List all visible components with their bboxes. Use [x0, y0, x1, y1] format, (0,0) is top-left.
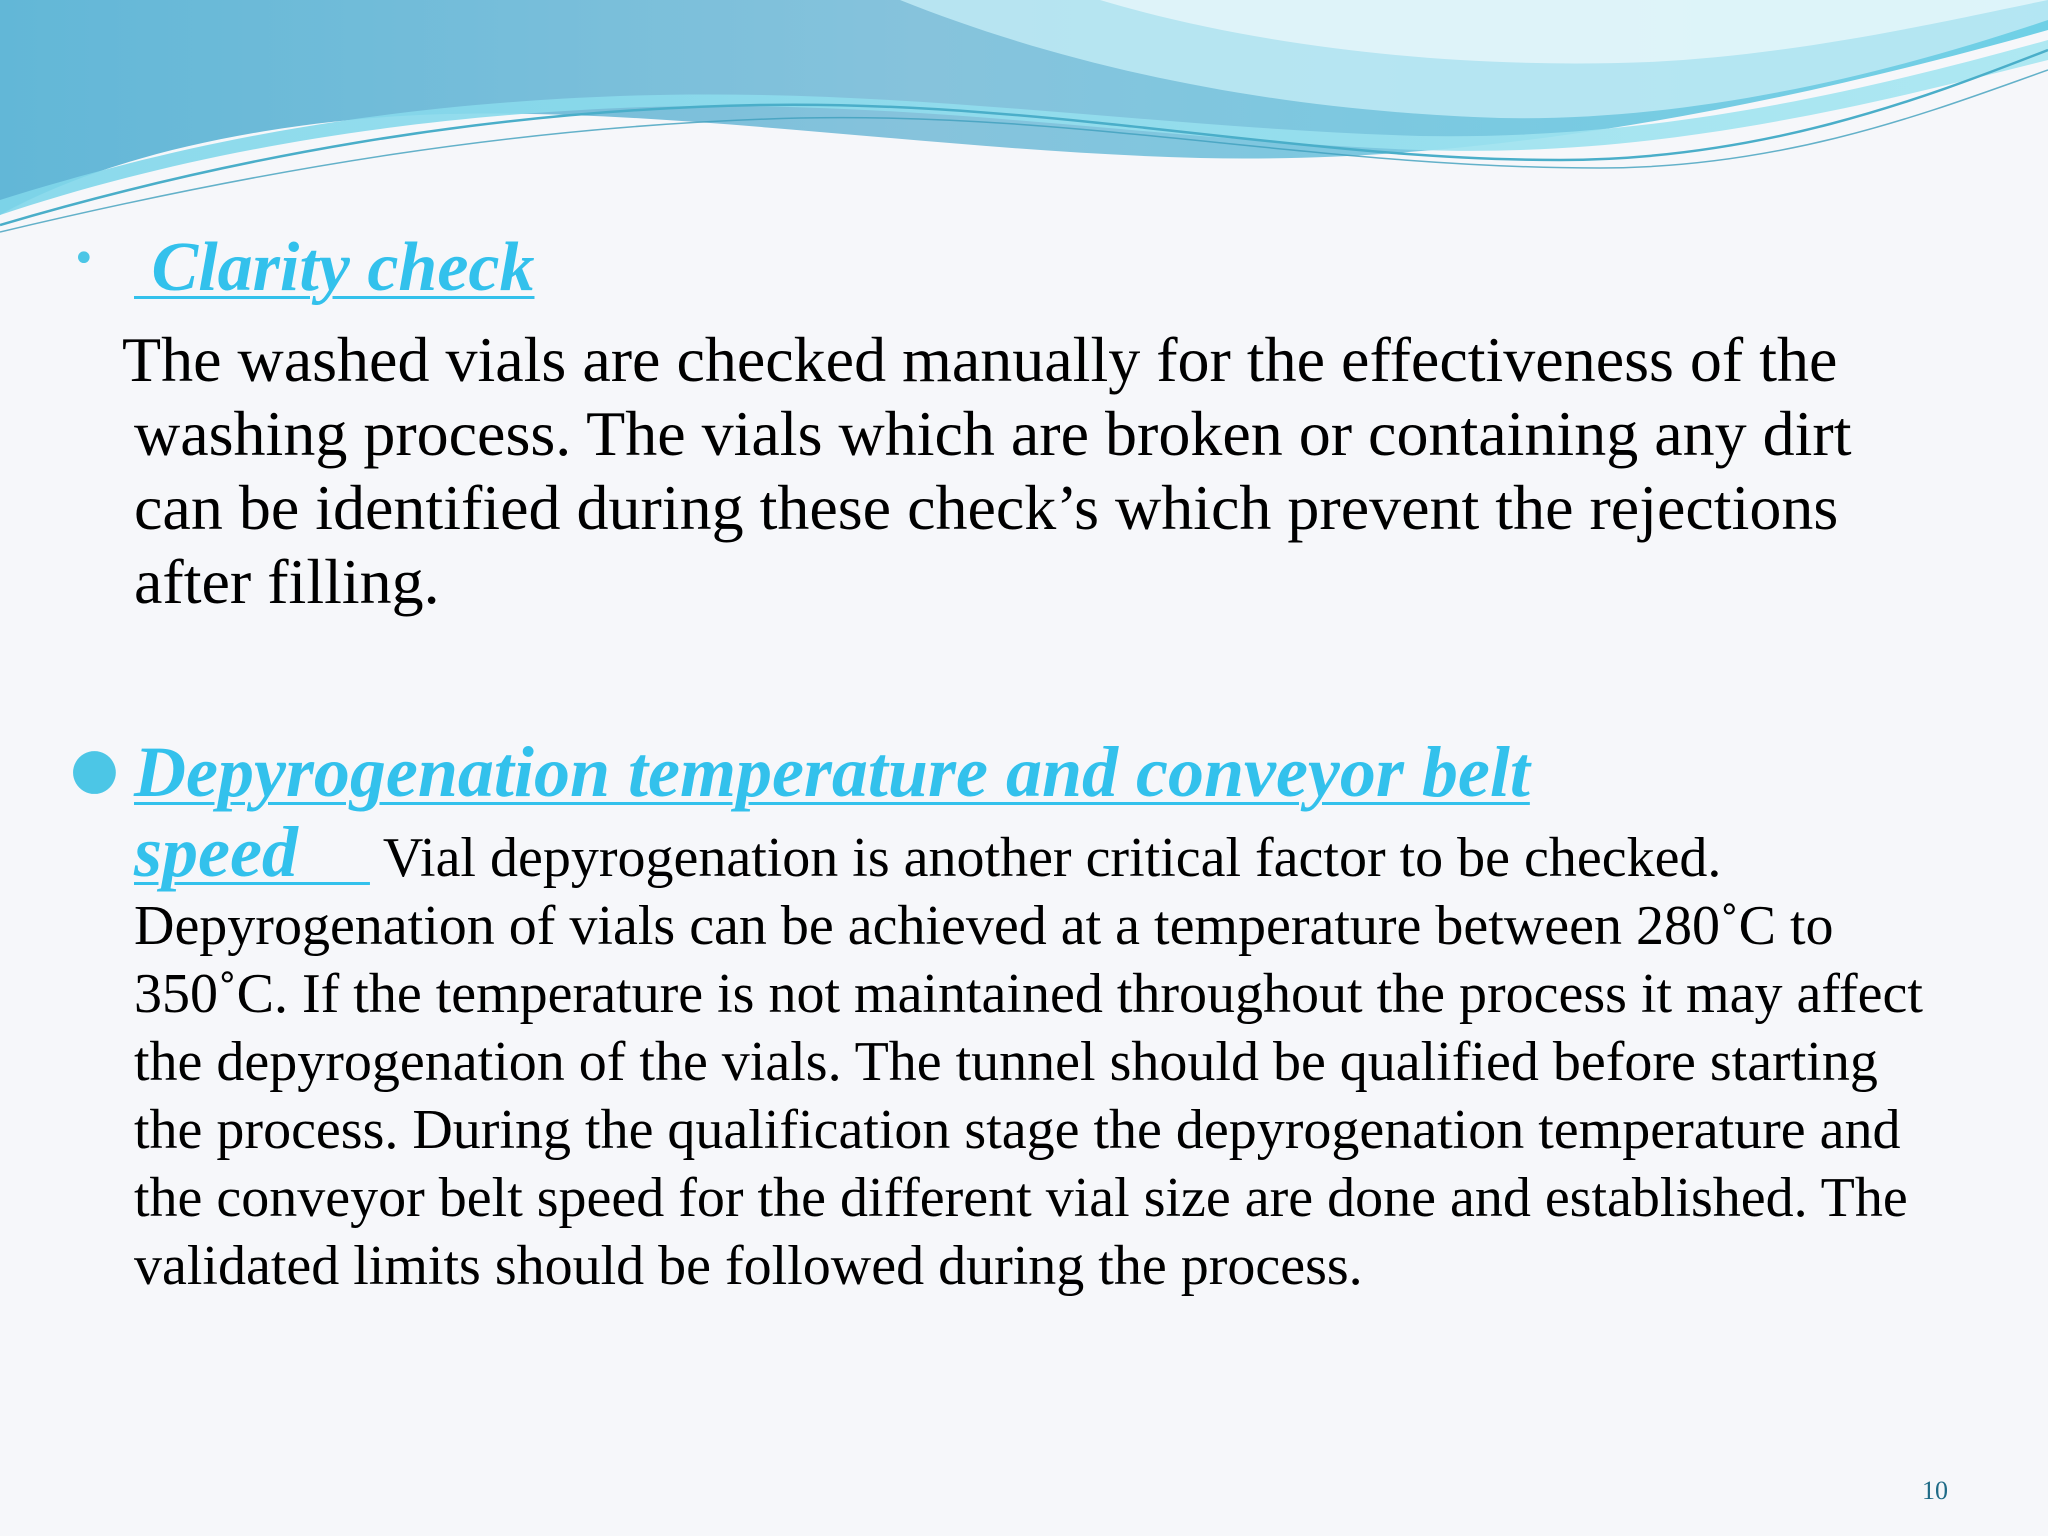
clarity-check-paragraph: The washed vials are checked manually for the effectiveness of the washing process. The vials which are broken or containing any dirt can be identified during these check’s which prevent the rejections after filling. — [122, 324, 1852, 617]
depyrogenation-heading-line-1: Depyrogenation temperature and conveyor belt — [134, 732, 1530, 812]
page-number: 10 — [1922, 1476, 1948, 1505]
clarity-check-heading-text: Clarity check — [134, 229, 535, 306]
wave-header-decoration — [0, 0, 2048, 240]
bullet-dot-icon: ● — [70, 736, 119, 801]
depyrogenation-paragraph — [134, 732, 1934, 1300]
clarity-check-heading — [134, 226, 534, 310]
bullet-dot-icon: • — [72, 236, 96, 282]
depyrogenation-body-text: Vial depyrogenation is another critical factor to be checked. Depyrogenation of vials can be achieved at a temperature between 280˚C to 350˚C. If the temperature is not maintained throughout the process it may affect the depyrogenation of the vials. The tunnel should be qualified before starting the process. During the qualification stage the depyrogenation temperature and the conveyor belt speed for the different vial size are done and established. The validated limits should be followed during the process. — [134, 827, 1923, 1297]
depyrogenation-heading-line-2: speed — [134, 812, 370, 892]
